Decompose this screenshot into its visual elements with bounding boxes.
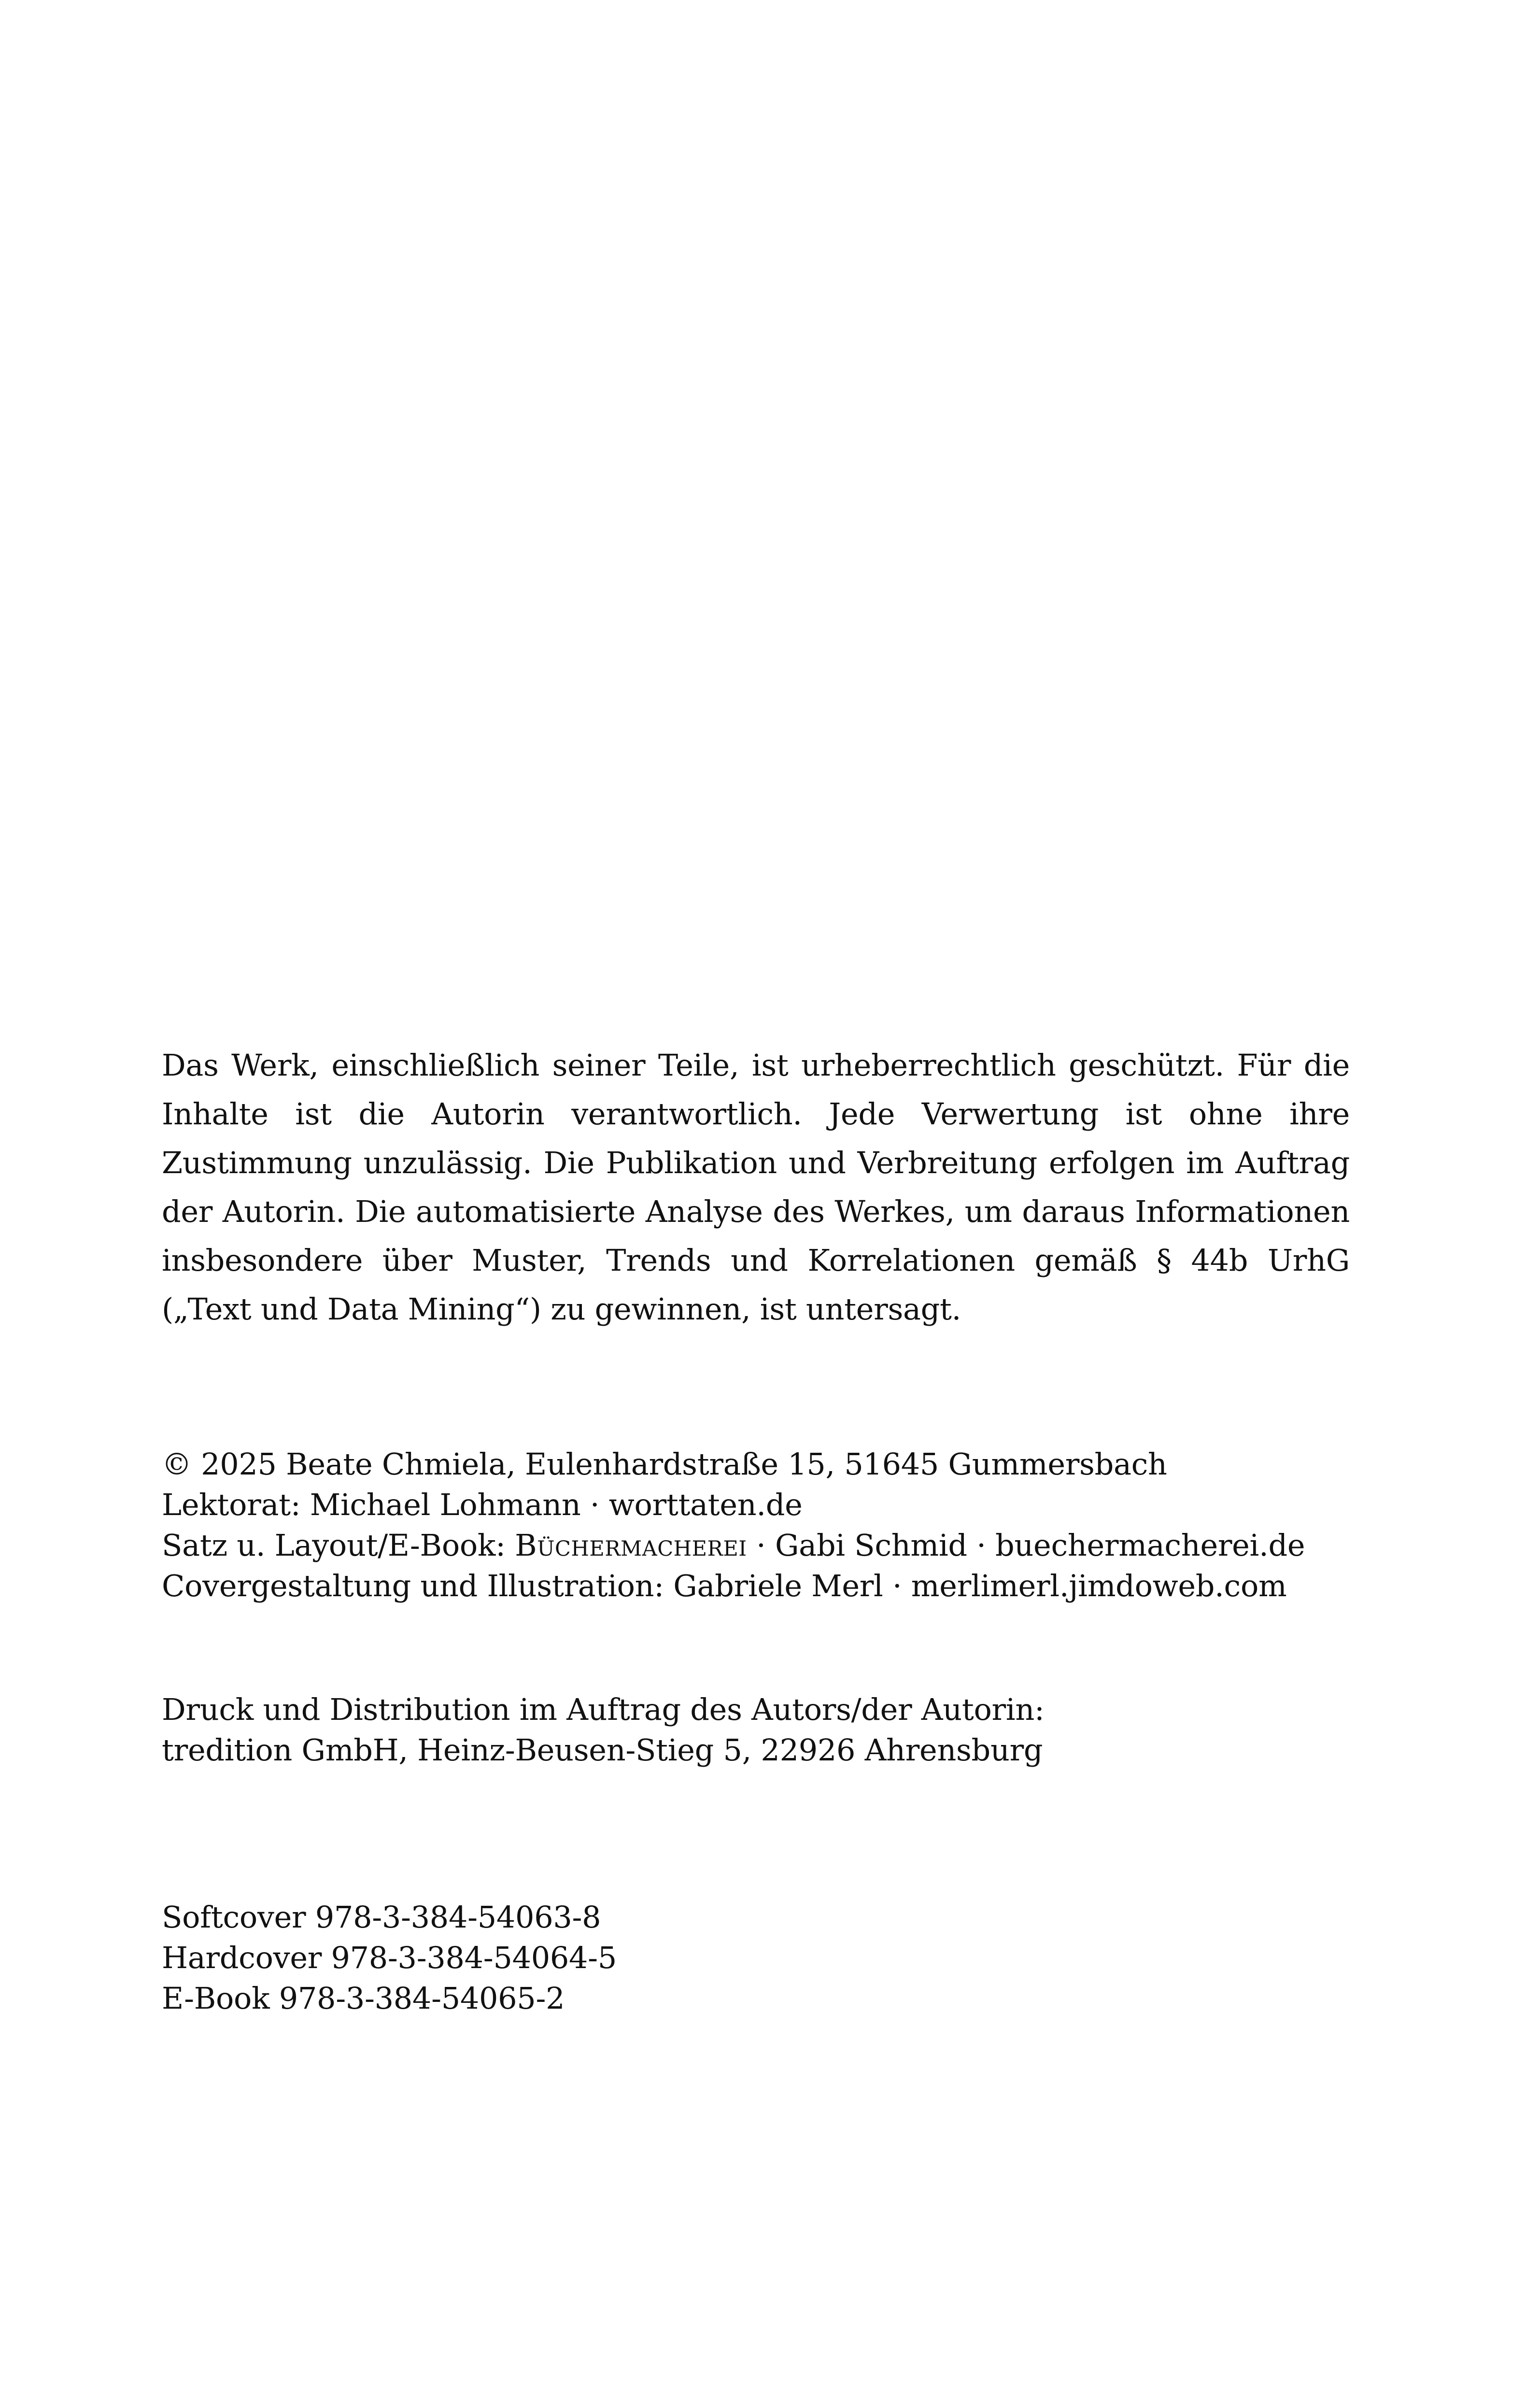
print-line-2: tredition GmbH, Heinz-Beusen-Stieg 5, 22926 Ahrensburg	[162, 1732, 1043, 1768]
isbn-hardcover: Hardcover 978-3-384-54064-5	[162, 1940, 617, 1975]
print-distribution-block	[162, 1689, 1350, 1771]
lektorat-line: Lektorat: Michael Lohmann · worttaten.de	[162, 1487, 803, 1522]
satz-studio: Büchermacherei	[515, 1528, 747, 1563]
credits-block	[162, 1444, 1350, 1606]
satz-line	[162, 1525, 1350, 1566]
satz-suffix: · Gabi Schmid · buechermacherei.de	[747, 1528, 1305, 1563]
satz-prefix: Satz u. Layout/E-Book:	[162, 1528, 515, 1563]
cover-line: Covergestaltung und Illustration: Gabriele Merl · merlimerl.jimdoweb.com	[162, 1568, 1287, 1603]
copyright-notice	[162, 1041, 1350, 1333]
copyright-notice-text: Das Werk, einschließlich seiner Teile, ist urheberrechtlich geschützt. Für die Inhalte ist die Autorin verantwortlich. Jede Verwertung ist ohne ihre Zustimmung unzulässig. Die Publikation und Verbreitung erfolgen im Auftrag der Autorin. Die automatisierte Analyse des Werkes, um daraus Informationen insbesondere über Muster, Trends und Korrelationen gemäß § 44b UrhG („Text und Data Mining“) zu gewinnen, ist untersagt.	[162, 1048, 1350, 1327]
isbn-softcover: Softcover 978-3-384-54063-8	[162, 1900, 601, 1935]
print-line-1: Druck und Distribution im Auftrag des Autors/der Autorin:	[162, 1692, 1045, 1727]
isbn-block	[162, 1897, 1350, 2019]
copyright-line: © 2025 Beate Chmiela, Eulenhardstraße 15, 51645 Gummersbach	[162, 1446, 1167, 1482]
isbn-ebook: E-Book 978-3-384-54065-2	[162, 1981, 565, 2016]
